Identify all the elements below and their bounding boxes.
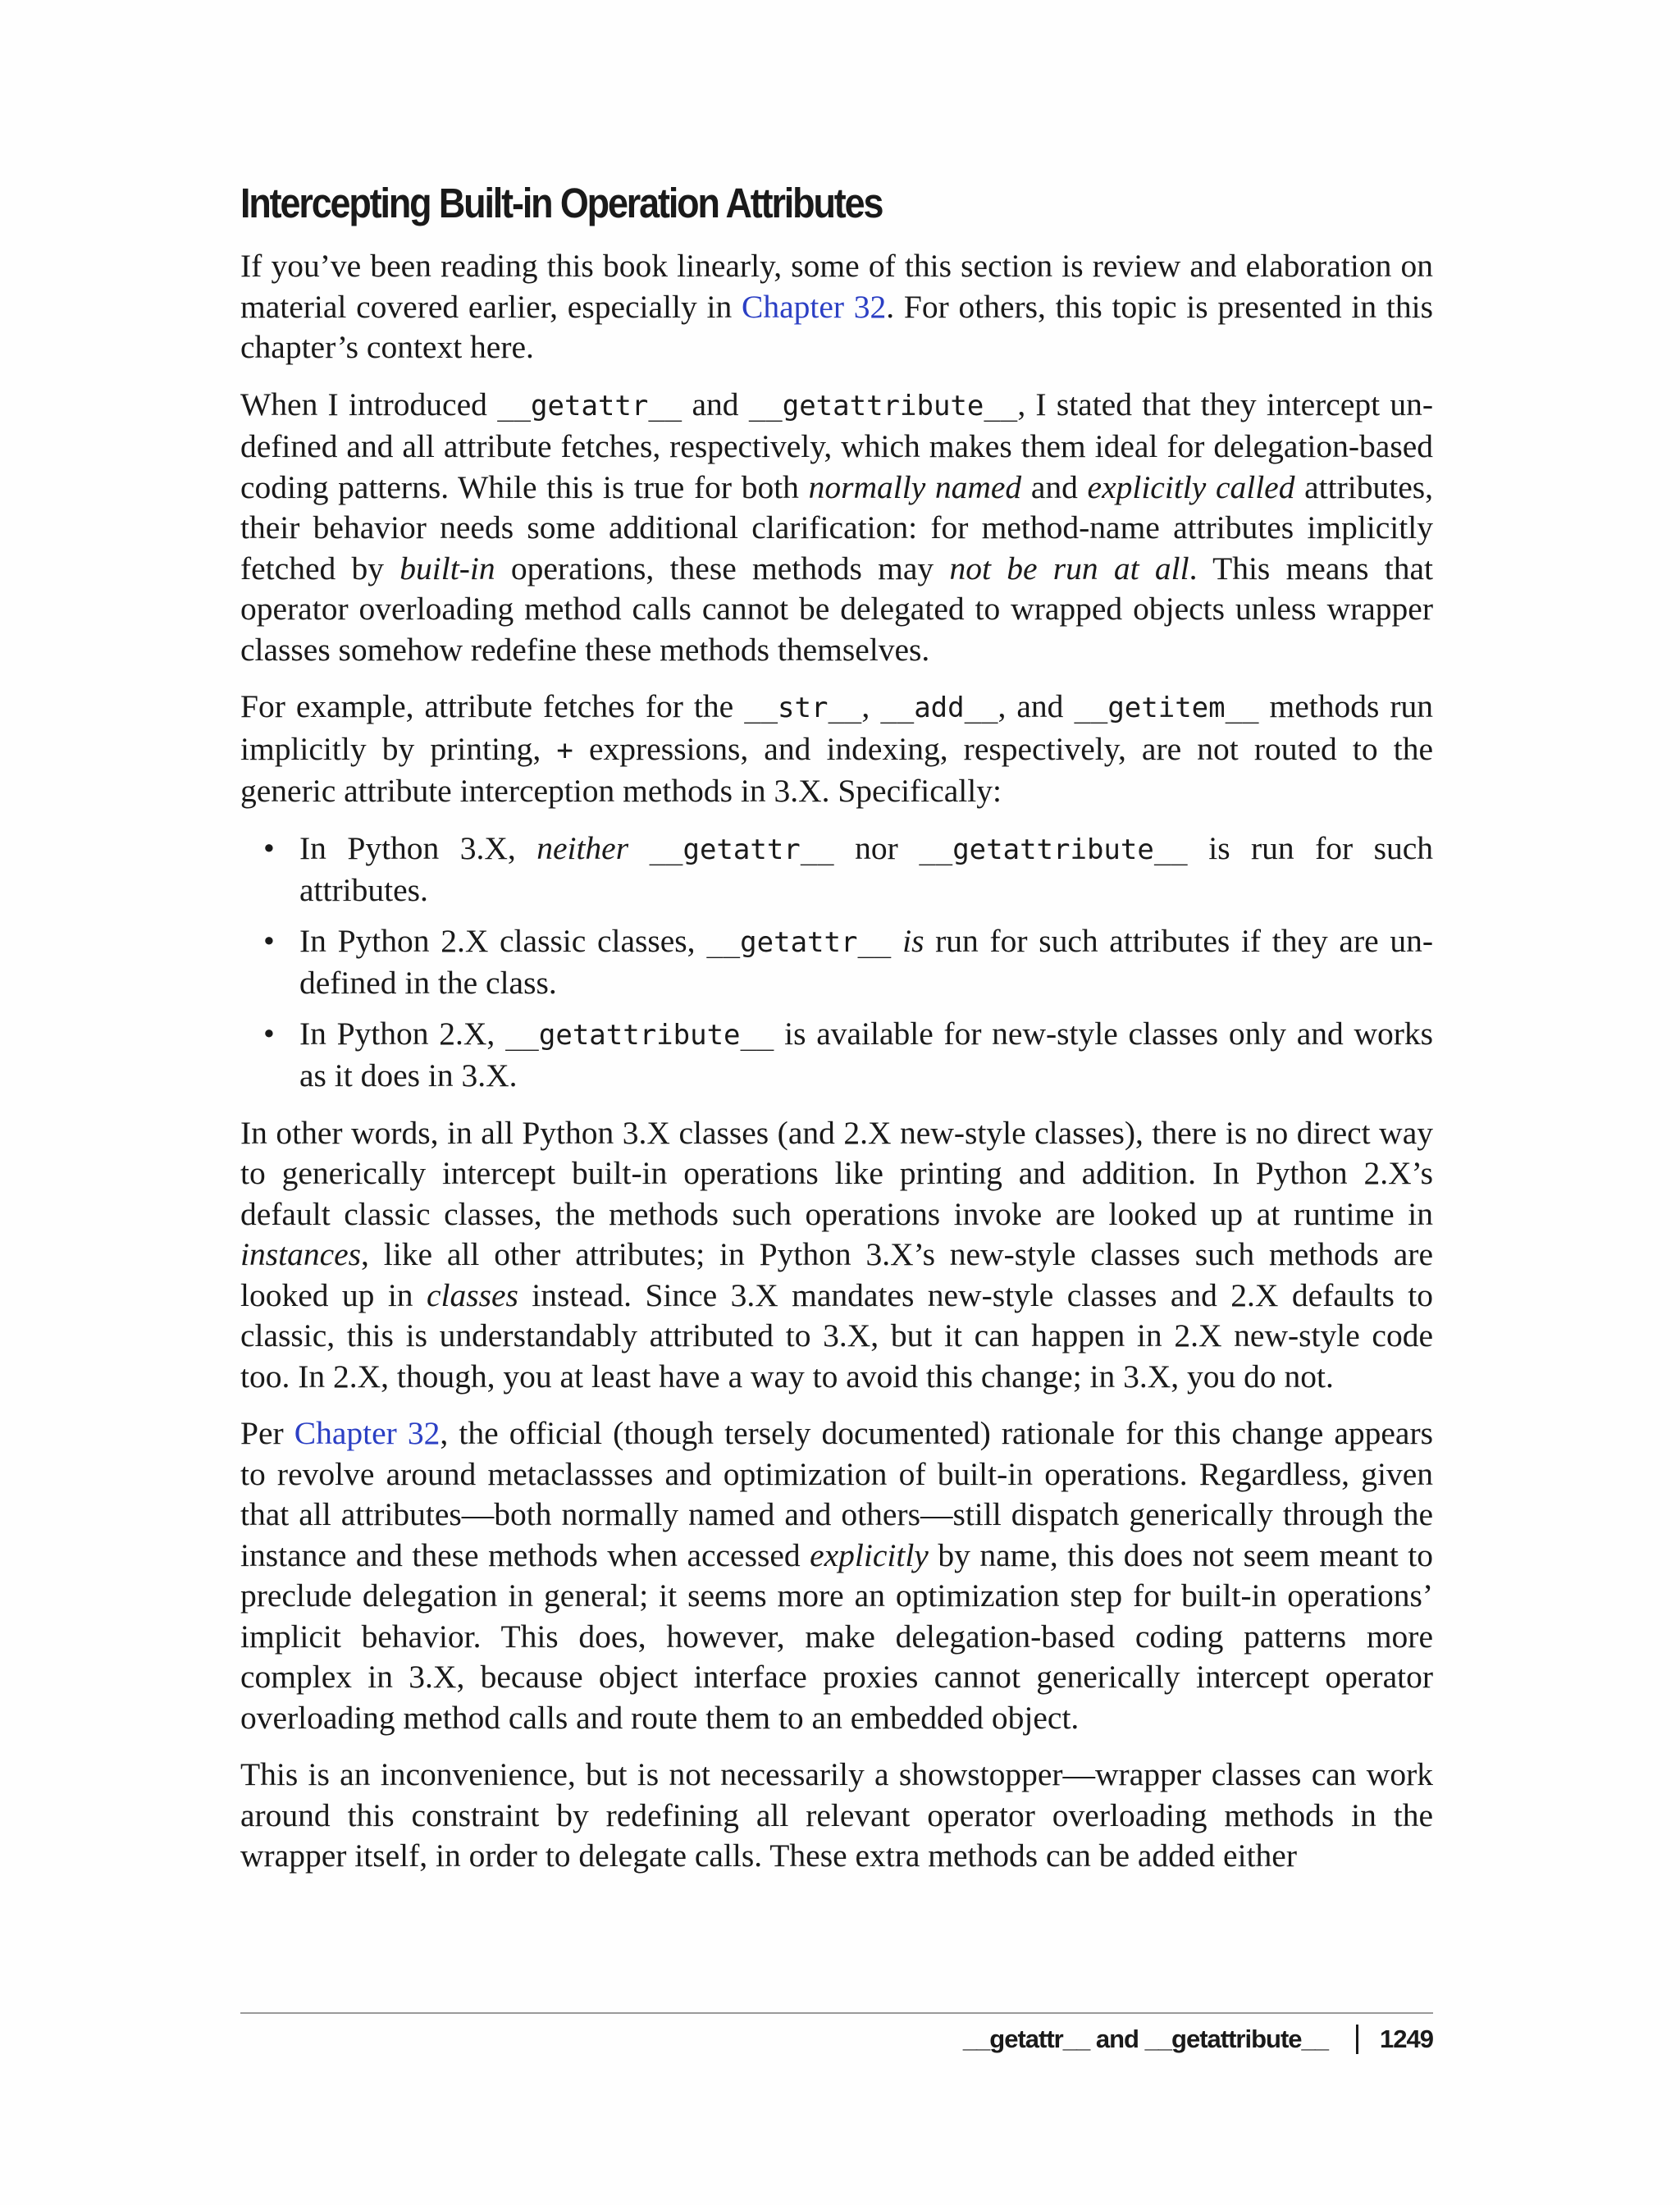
text: by name, this does not seem meant to preclude delegation in general; it seems more an optimization step for built-in operations’ implicit behavior. This does, however, make delegation-based coding patterns more complex in 3.X, because object interface proxies cannot generically intercept operator overloading method calls and route them to an embedded object. [240, 1536, 1433, 1736]
text: Per [240, 1415, 294, 1451]
list-item [240, 829, 1433, 911]
text: , I stated that they intercept undefined and all attribute fetches, respectively, which makes them ideal for delegation-based coding patterns. While this is true for both [240, 386, 1433, 505]
text: run for such attributes if they are undefined in the class. [299, 922, 1433, 1001]
text: In other words, in all Python 3.X classes (and 2.X new-style classes), there is no direct way to generically intercept built-in operations like printing and addition. In Python 2.X’s default classic classes, the methods such operations invoke are looked up at runtime in [240, 1114, 1433, 1232]
text: , and [998, 688, 1075, 724]
text: , like all other attributes; in Python 3.X’s new-style classes such methods are looked up in [240, 1236, 1433, 1313]
chapter-link[interactable]: Chapter 32 [741, 288, 887, 325]
page-number: 1249 [1380, 2025, 1433, 2053]
text [628, 830, 649, 866]
paragraph-other-words [240, 1113, 1433, 1398]
text: and [1021, 468, 1088, 505]
text: . For others, this topic is presented in this chapter’s context here. [240, 288, 1433, 365]
bullet-icon: • [263, 922, 275, 959]
footer-rule [240, 2012, 1433, 2014]
running-footer [963, 2025, 1433, 2054]
footer-section-title: __getattr__ and __getattribute__ [962, 2025, 1329, 2053]
code-getattribute: __getattribute__ [504, 1018, 774, 1052]
text: For example, attribute fetches for the [240, 688, 745, 724]
code-plus: + [556, 733, 573, 767]
emphasis: explicitly called [1087, 468, 1295, 505]
emphasis: classes [426, 1276, 518, 1313]
paragraph-inconvenience [240, 1755, 1433, 1877]
emphasis: normally named [808, 468, 1022, 505]
emphasis: instances [240, 1236, 362, 1272]
text: If you’ve been reading this book linearly, some of this section is review and elaboration on material covered earlier, especially in [240, 248, 1433, 325]
paragraph-rationale [240, 1413, 1433, 1738]
text: methods run implicitly by printing, [240, 688, 1433, 767]
code-getattribute: __getattribute__ [748, 389, 1018, 422]
paragraph-intro [240, 246, 1433, 368]
text: operations, these methods may [495, 550, 950, 587]
emphasis: built-in [399, 550, 495, 587]
text: is run for such attributes. [299, 829, 1434, 908]
text: This is an inconvenience, but is not necessarily a showstopper—wrapper classes can work around this constraint by redefining all relevant operator overloading methods in the wrapper itself, in order to delegate calls. These extra methods can be added either [240, 1756, 1433, 1874]
paragraph-getattr [240, 385, 1433, 671]
code-getitem: __getitem__ [1074, 692, 1259, 724]
text: , [861, 688, 881, 724]
list-item [240, 1014, 1433, 1097]
text: instead. Since 3.X mandates new-style classes and 2.X defaults to classic, this is understandably attributed to 3.X, but it can happen in 2.X new-style code too. In 2.X, though, you at least have a way to avoid this change; in 3.X, you do not. [240, 1276, 1434, 1395]
text: When I introduced [240, 386, 498, 422]
text [891, 923, 902, 959]
code-str: __str__ [744, 692, 862, 724]
text: expressions, and indexing, respectively, are not routed to the generic attribute interception methods in 3.X. Specifically: [240, 730, 1433, 809]
code-add: __add__ [880, 692, 998, 724]
text: In Python 3.X, [299, 829, 537, 866]
code-getattr: __getattr__ [706, 925, 892, 959]
section-heading: Intercepting Built-in Operation Attributes [240, 180, 883, 226]
code-getattr: __getattr__ [649, 833, 834, 866]
paragraph-example [240, 687, 1433, 812]
bullet-list [240, 829, 1433, 1097]
bullet-icon: • [263, 1015, 275, 1052]
chapter-link[interactable]: Chapter 32 [294, 1415, 441, 1451]
text: In Python 2.X, [299, 1015, 505, 1052]
text: In Python 2.X classic classes, [299, 922, 707, 959]
text: nor [833, 829, 920, 866]
body-text [240, 246, 1433, 1893]
emphasis: is [902, 922, 924, 959]
footer-separator [1356, 2025, 1358, 2054]
bullet-icon: • [263, 829, 275, 866]
text: and [682, 386, 749, 422]
text: . This means that operator overloading method calls cannot be delegated to wrapped objects unless wrapper classes somehow redefine these methods themselves. [240, 550, 1433, 668]
text: attributes, their behavior needs some additional clarification: for method-name attributes implicitly fetched by [240, 468, 1433, 587]
text: is available for new-style classes only and works as it does in 3.X. [299, 1015, 1434, 1093]
emphasis: explicitly [810, 1536, 929, 1573]
list-item [240, 921, 1433, 1004]
code-getattr: __getattr__ [497, 389, 682, 422]
emphasis: not be run at all [949, 550, 1189, 587]
emphasis: neither [536, 829, 629, 866]
text: , the official (though tersely documented) rationale for this change appears to revolve around metaclassses and optimization of built-in operations. Regardless, given that all attributes—both normally named and others—still dispatch generically through the instance and these methods when accessed [240, 1415, 1433, 1573]
code-getattribute: __getattribute__ [919, 833, 1188, 866]
